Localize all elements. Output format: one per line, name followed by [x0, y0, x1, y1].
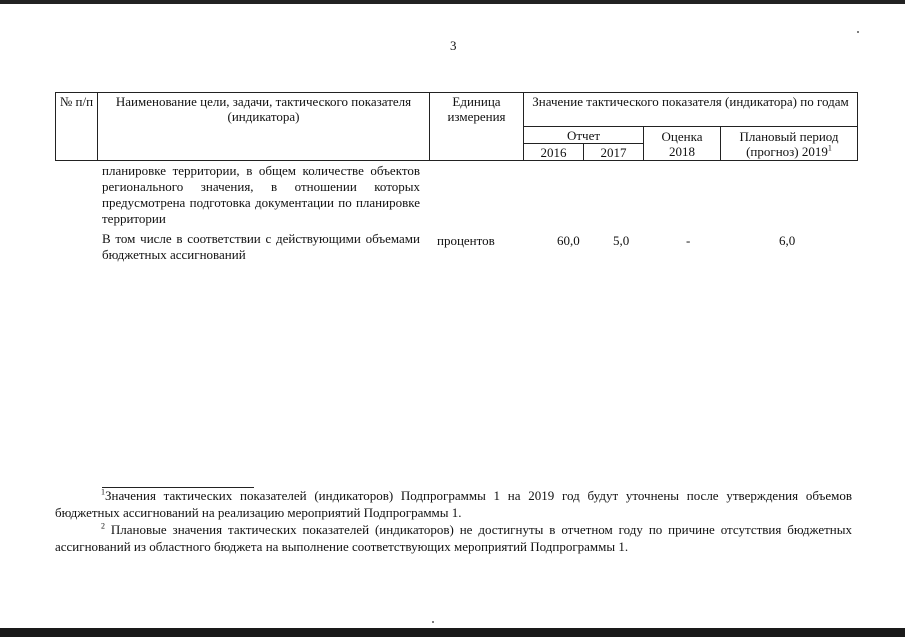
header-report: Отчет	[524, 127, 644, 144]
footnote-1-mark: 1	[101, 487, 105, 497]
header-planned	[721, 127, 858, 161]
row-value-2017: 5,0	[613, 233, 630, 248]
header-values: Значение тактического показателя (индикатора) по годам	[524, 93, 858, 127]
footnote-2-text: Плановые значения тактических показателей (индикаторов) не достигнуты в отчетном году по причине отсутствия бюджетных ассигнований из областного бюджета на выполнение соответствующих мероприятий Подпрограммы 1.	[55, 522, 852, 554]
header-planned-period: Плановый период	[739, 128, 839, 144]
row-value-2018: -	[686, 233, 691, 248]
header-estimate-label: Оценка	[661, 128, 703, 144]
top-border-line	[0, 0, 905, 4]
row-value-2019: 6,0	[779, 233, 796, 248]
header-estimate	[644, 127, 721, 161]
page-number: 3	[450, 38, 457, 53]
header-num: № п/п	[56, 93, 98, 161]
row-description: В том числе в соответствии с действующими объемами бюджетных ассигнований	[102, 231, 420, 262]
description-continuation: планировке территории, в общем количестве объектов регионального значения, в отношении которых предусмотрена подготовка документации по планировке территории	[102, 163, 420, 226]
scan-speck	[432, 621, 434, 623]
bottom-border-line	[0, 628, 905, 637]
indicator-table-header	[55, 92, 858, 161]
footnote-2	[55, 521, 852, 555]
footnote-2-mark: 2	[101, 521, 105, 531]
header-year-2016: 2016	[524, 144, 584, 161]
scan-speck	[857, 31, 859, 33]
header-name: Наименование цели, задачи, тактического показателя (индикатора)	[98, 93, 430, 161]
footnote-1	[55, 487, 852, 521]
header-unit: Единица измерения	[430, 93, 524, 161]
header-forecast-2019: (прогноз) 2019	[746, 143, 828, 159]
row-value-2016: 60,0	[557, 233, 580, 248]
header-year-2018: 2018	[669, 143, 695, 159]
header-year-2017: 2017	[584, 144, 644, 161]
row-unit: процентов	[437, 233, 495, 248]
footnote-1-text: Значения тактических показателей (индикаторов) Подпрограммы 1 на 2019 год будут уточнены после утверждения объемов бюджетных ассигнований на реализацию мероприятий Подпрограммы 1.	[55, 488, 852, 520]
footnote-marker: 1	[827, 143, 832, 153]
